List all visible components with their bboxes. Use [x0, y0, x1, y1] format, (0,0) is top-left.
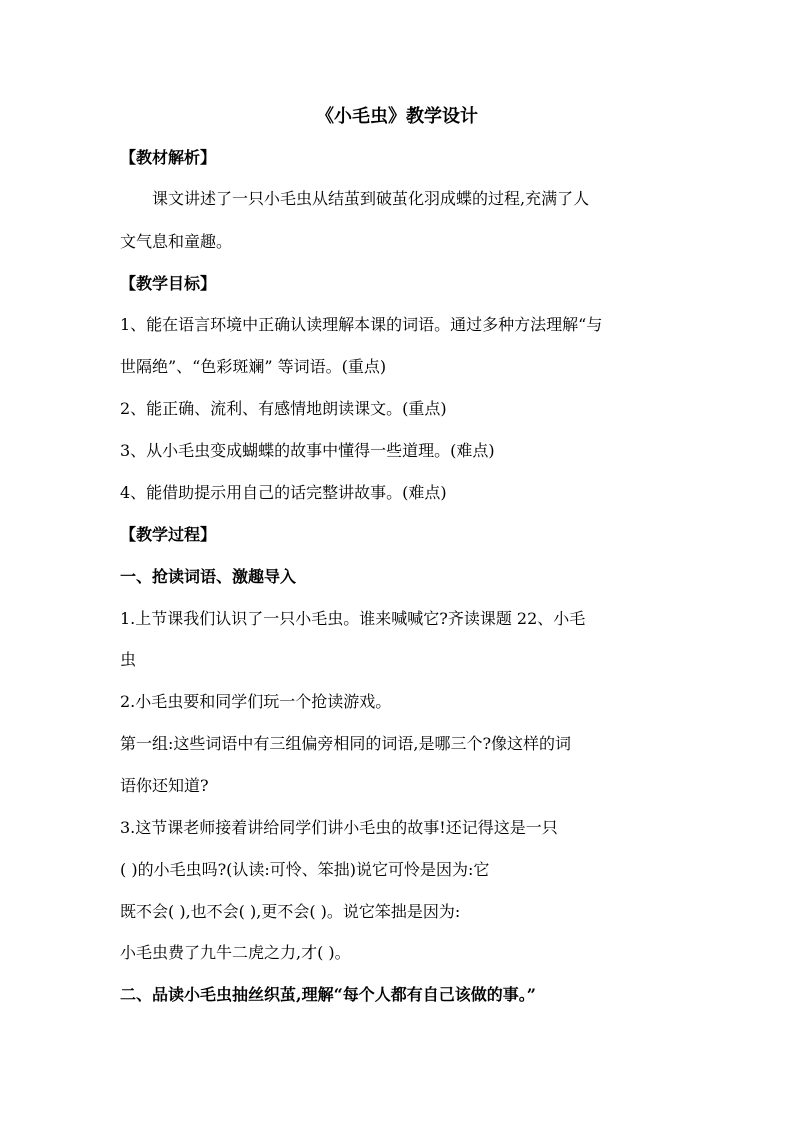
analysis-heading: 【教材解析】 [120, 148, 217, 167]
step-3-line-2: ( )的小毛虫吗?(认读:可怜、笨拙)说它可怜是因为:它 [120, 860, 490, 879]
goal-4: 4、能借助提示用自己的话完整讲故事。(难点) [120, 483, 447, 502]
goal-1-line-2: 世隔绝”、“色彩斑斓” 等词语。(重点) [120, 357, 387, 376]
part-2-heading: 二、品读小毛虫抽丝织茧,理解“每个人都有自己该做的事。” [120, 985, 536, 1004]
step-1-line-1: 1.上节课我们认识了一只小毛虫。谁来喊喊它?齐读课题 22、小毛 [120, 609, 586, 628]
goal-3: 3、从小毛虫变成蝴蝶的故事中懂得一些道理。(难点) [120, 441, 495, 460]
step-2: 2.小毛虫要和同学们玩一个抢读游戏。 [120, 692, 392, 711]
document-title: 《小毛虫》教学设计 [316, 106, 478, 127]
step-3-line-1: 3.这节课老师接着讲给同学们讲小毛虫的故事!还记得这是一只 [120, 818, 558, 837]
group-1-line-2: 语你还知道? [120, 776, 209, 795]
goal-2: 2、能正确、流利、有感情地朗读课文。(重点) [120, 399, 447, 418]
goals-heading: 【教学目标】 [120, 274, 217, 293]
group-1-line-1: 第一组:这些词语中有三组偏旁相同的词语,是哪三个?像这样的词 [120, 734, 572, 753]
part-1-heading: 一、抢读词语、激趣导入 [120, 567, 297, 586]
step-1-line-2: 虫 [120, 650, 137, 669]
analysis-paragraph-line-1: 课文讲述了一只小毛虫从结茧到破茧化羽成蝶的过程,充满了人 [152, 189, 590, 208]
step-3-line-3: 既不会( ),也不会( ),更不会( )。说它笨拙是因为: [120, 902, 461, 921]
process-heading: 【教学过程】 [120, 525, 217, 544]
step-3-line-4: 小毛虫费了九牛二虎之力,才( )。 [120, 943, 351, 962]
analysis-paragraph-line-2: 文气息和童趣。 [120, 232, 233, 251]
goal-1-line-1: 1、能在语言环境中正确认读理解本课的词语。通过多种方法理解“与 [120, 315, 603, 334]
